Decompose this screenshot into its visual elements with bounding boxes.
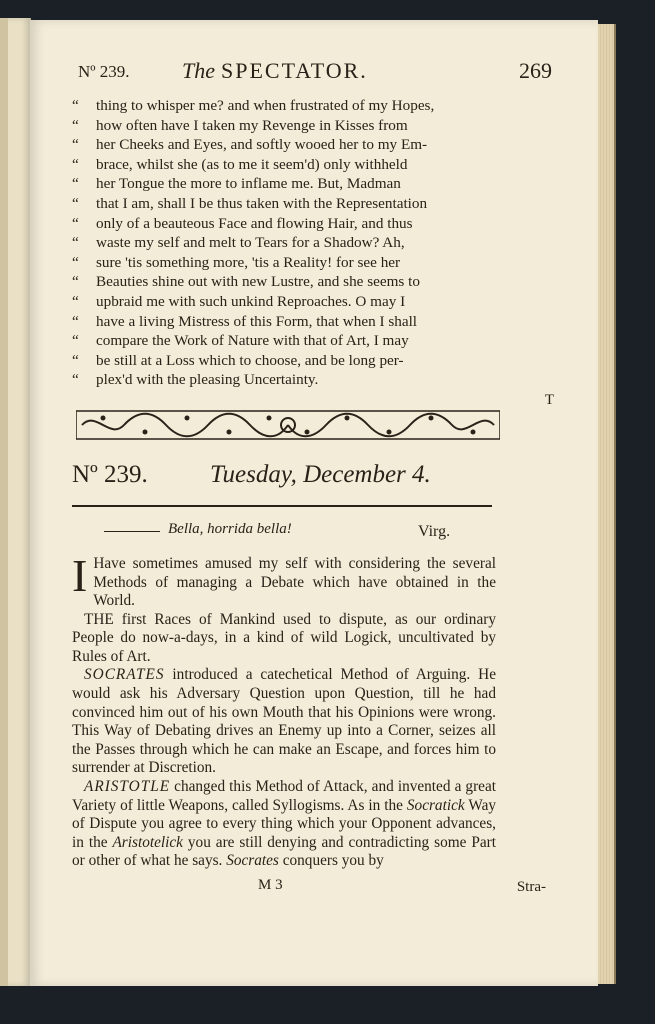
quote-line [72, 272, 542, 292]
quote-line [72, 312, 542, 332]
quote-line [72, 96, 542, 116]
quote-line-text: have a living Mistress of this Form, that when I shall [96, 312, 418, 330]
motto-line [72, 519, 542, 549]
header-title-the: The [182, 58, 215, 83]
quote-line-text: upbraid me with such unkind Reproaches. O may I [96, 292, 406, 310]
quote-line [72, 155, 542, 175]
quote-line-text: Beauties shine out with new Lustre, and she seems to [96, 273, 420, 291]
quote-line-text: her Cheeks and Eyes, and softly wooed her to my Em- [96, 136, 428, 154]
page-footer [72, 877, 546, 899]
paragraph-1 [72, 549, 496, 611]
header-issue-number: Nº 239. [78, 62, 130, 81]
quote-mark: “ [72, 116, 79, 134]
quote-line [72, 194, 542, 214]
paragraph-2-lead: THE [84, 610, 114, 628]
running-header [72, 58, 552, 96]
quote-mark: “ [72, 214, 79, 232]
quote-line-text: compare the Work of Nature with that of Art, I may [96, 332, 409, 350]
quote-mark: “ [72, 312, 79, 330]
quote-mark: “ [72, 273, 79, 291]
quote-line-text: waste my self and melt to Tears for a Shadow? Ah, [96, 234, 405, 252]
paragraph-3-lead: SOCRATES [84, 666, 165, 684]
motto-text: Bella, horrida bella! [168, 520, 292, 537]
quote-line [72, 351, 542, 371]
quote-mark: “ [72, 253, 79, 271]
quote-mark: “ [72, 194, 79, 212]
header-title [182, 58, 368, 84]
header-title-main: SPECTATOR. [221, 58, 368, 83]
paragraph-4-text-b: Way of Dispute you agree to every thing which your Opponent advances, in the [72, 796, 497, 851]
page-number: 269 [519, 58, 552, 83]
quote-line [72, 292, 542, 312]
quote-mark: “ [72, 175, 79, 193]
catchword-top: T [544, 392, 554, 408]
quote-mark: “ [72, 136, 79, 154]
paragraph-4-text-c: you are still denying and contradicting some Part or other of what he says. [72, 833, 496, 870]
quote-mark: “ [72, 97, 79, 114]
quote-mark: “ [72, 292, 79, 310]
quote-mark: “ [72, 371, 79, 389]
quote-line-text: her Tongue the more to inflame me. But, Madman [96, 175, 401, 193]
quote-line [72, 233, 542, 253]
paragraph-4-socrates: Socrates [226, 852, 279, 870]
quote-line [72, 370, 542, 390]
quote-line-text: plex'd with the pleasing Uncertainty. [96, 371, 319, 389]
quote-mark: “ [72, 234, 79, 252]
page-content [72, 58, 554, 899]
quote-mark: “ [72, 155, 79, 173]
essay-body [72, 549, 497, 871]
quote-line-text: be still at a Loss which to choose, and be long per- [96, 351, 404, 369]
signature-mark: M 3 [258, 877, 283, 893]
quote-line [72, 135, 542, 155]
paragraph-4 [72, 778, 496, 871]
issue-number: Nº 239. [72, 460, 148, 488]
paragraph-4-text-d: conquers you by [278, 852, 384, 870]
quoted-letter [72, 96, 542, 390]
paragraph-2-text: first Races of Mankind used to dispute, as our ordinary People do now-a-days, in a kind of wild Logick, uncultivated by Rules of Art. [72, 610, 496, 665]
quote-mark: “ [72, 351, 79, 369]
quote-line-text: that I am, shall I be thus taken with the Representation [96, 194, 428, 212]
quote-line [72, 253, 542, 273]
quote-line [72, 331, 542, 351]
quote-line [72, 116, 542, 136]
paragraph-4-text-a: changed this Method of Attack, and invented a great Variety of little Weapons, called Syllogisms. As in the [72, 778, 496, 814]
quote-line-text: sure 'tis something more, 'tis a Reality! for see her [96, 253, 401, 271]
paragraph-4-socratick: Socratick [406, 796, 465, 814]
motto-source: Virg. [418, 522, 451, 540]
quote-line-text: how often have I taken my Revenge in Kisses from [96, 116, 408, 134]
motto-dash [104, 531, 160, 532]
quote-mark: “ [72, 332, 79, 350]
quote-line-text: only of a beauteous Face and flowing Hair, and thus [96, 214, 413, 232]
quote-line-text: thing to whisper me? and when frustrated of my Hopes, [96, 97, 435, 114]
book-page [30, 20, 598, 986]
quote-line [72, 174, 542, 194]
paragraph-2 [72, 611, 496, 667]
ornament-divider [76, 408, 500, 442]
paragraph-4-lead: ARISTOTLE [84, 778, 171, 796]
paragraph-4-aristotelick: Aristotelick [112, 833, 183, 851]
paragraph-3 [72, 666, 496, 778]
page-stack-edge [596, 24, 616, 984]
drop-cap: I [72, 549, 88, 601]
issue-date: Tuesday, December 4. [210, 460, 431, 488]
paragraph-1-text: Have sometimes amused my self with considering the several Methods of managing a Debate which have obtained in the World. [93, 554, 496, 610]
catchword-bottom: Stra- [516, 879, 546, 895]
issue-heading [72, 461, 542, 501]
paragraph-3-text: introduced a catechetical Method of Arguing. He would ask his Adversary Question upon Question, till he had convinced him out of his own Mouth that his Opinions were wrong. This Way of Debating drives an Enemy up into a Corner, seizes all the Passes through which he can make an Escape, and forces him to surrender at Discretion. [72, 666, 496, 777]
quote-line [72, 214, 542, 234]
quote-line-text: brace, whilst she (as to me it seem'd) only withheld [96, 155, 408, 173]
previous-page-edge [0, 18, 31, 986]
heading-rule [72, 505, 492, 507]
